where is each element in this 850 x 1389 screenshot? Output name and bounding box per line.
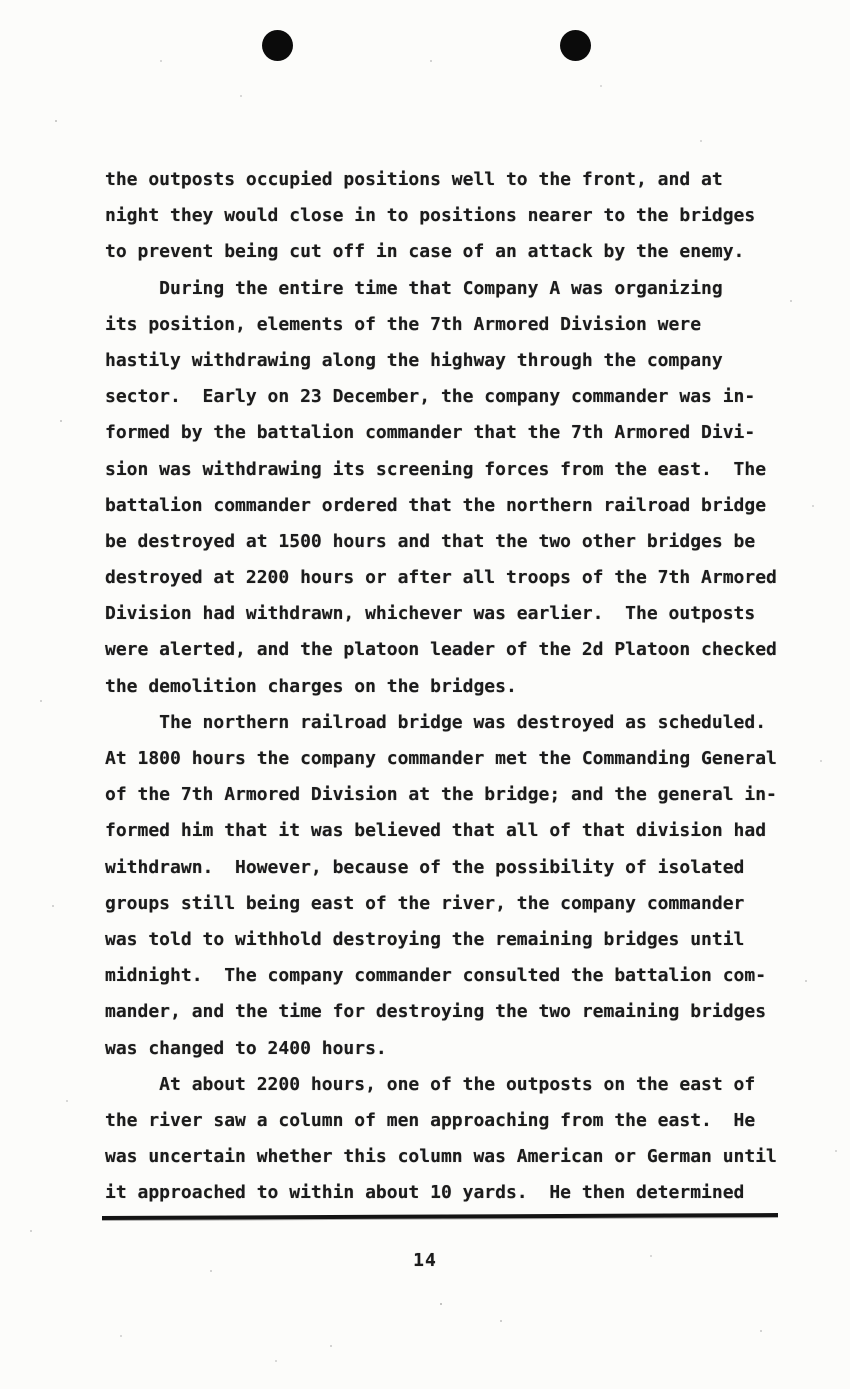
text-line: night they would close in to positions nearer to the bridges <box>105 205 756 227</box>
text-line: hastily withdrawing along the highway through the company <box>105 349 723 371</box>
text-line: the outposts occupied positions well to the front, and at <box>105 169 723 190</box>
text-line: was uncertain whether this column was American or German until <box>105 1146 777 1168</box>
text-line: sion was withdrawing its screening forces from the east. The <box>105 458 767 480</box>
text-line: be destroyed at 1500 hours and that the two other bridges be <box>105 530 756 552</box>
text-line: At 1800 hours the company commander met the Commanding General <box>105 748 777 769</box>
page-number: 14 <box>413 1250 437 1271</box>
text-line: formed by the battalion commander that the 7th Armored Divi- <box>105 422 756 444</box>
text-line: formed him that it was believed that all of that division had <box>105 820 767 842</box>
text-line: battalion commander ordered that the northern railroad bridge <box>105 494 767 516</box>
text-line: its position, elements of the 7th Armored Division were <box>105 313 702 335</box>
text-line: was told to withhold destroying the remaining bridges until <box>105 928 745 950</box>
hole-punch-right-icon <box>560 30 591 61</box>
text-line: Division had withdrawn, whichever was earlier. The outposts <box>105 603 756 625</box>
text-line: destroyed at 2200 hours or after all troops of the 7th Armored <box>105 567 777 589</box>
text-line: mander, and the time for destroying the two remaining bridges <box>105 1001 767 1023</box>
text-line: midnight. The company commander consulted the battalion com- <box>105 965 767 987</box>
text-line: During the entire time that Company A was organizing <box>105 277 723 299</box>
text-line: were alerted, and the platoon leader of the 2d Platoon checked <box>105 639 777 661</box>
scan-noise-speckles <box>0 0 2 2</box>
text-line: it approached to within about 10 yards. He then determined <box>105 1182 745 1204</box>
text-line: of the 7th Armored Division at the bridge; and the general in- <box>105 784 777 806</box>
text-line: to prevent being cut off in case of an attack by the enemy. <box>105 241 745 263</box>
footer-separator-line <box>102 1213 778 1220</box>
text-line: the demolition charges on the bridges. <box>105 675 517 697</box>
text-line: was changed to 2400 hours. <box>105 1037 387 1059</box>
document-body-text <box>105 162 795 1211</box>
text-line: The northern railroad bridge was destroyed as scheduled. <box>105 711 767 733</box>
text-line: At about 2200 hours, one of the outposts on the east of <box>105 1073 756 1095</box>
text-line: groups still being east of the river, the company commander <box>105 892 745 914</box>
text-line: the river saw a column of men approaching from the east. He <box>105 1109 756 1131</box>
text-line: sector. Early on 23 December, the company commander was in- <box>105 386 756 408</box>
hole-punch-left-icon <box>262 30 293 61</box>
text-line: withdrawn. However, because of the possibility of isolated <box>105 856 745 878</box>
